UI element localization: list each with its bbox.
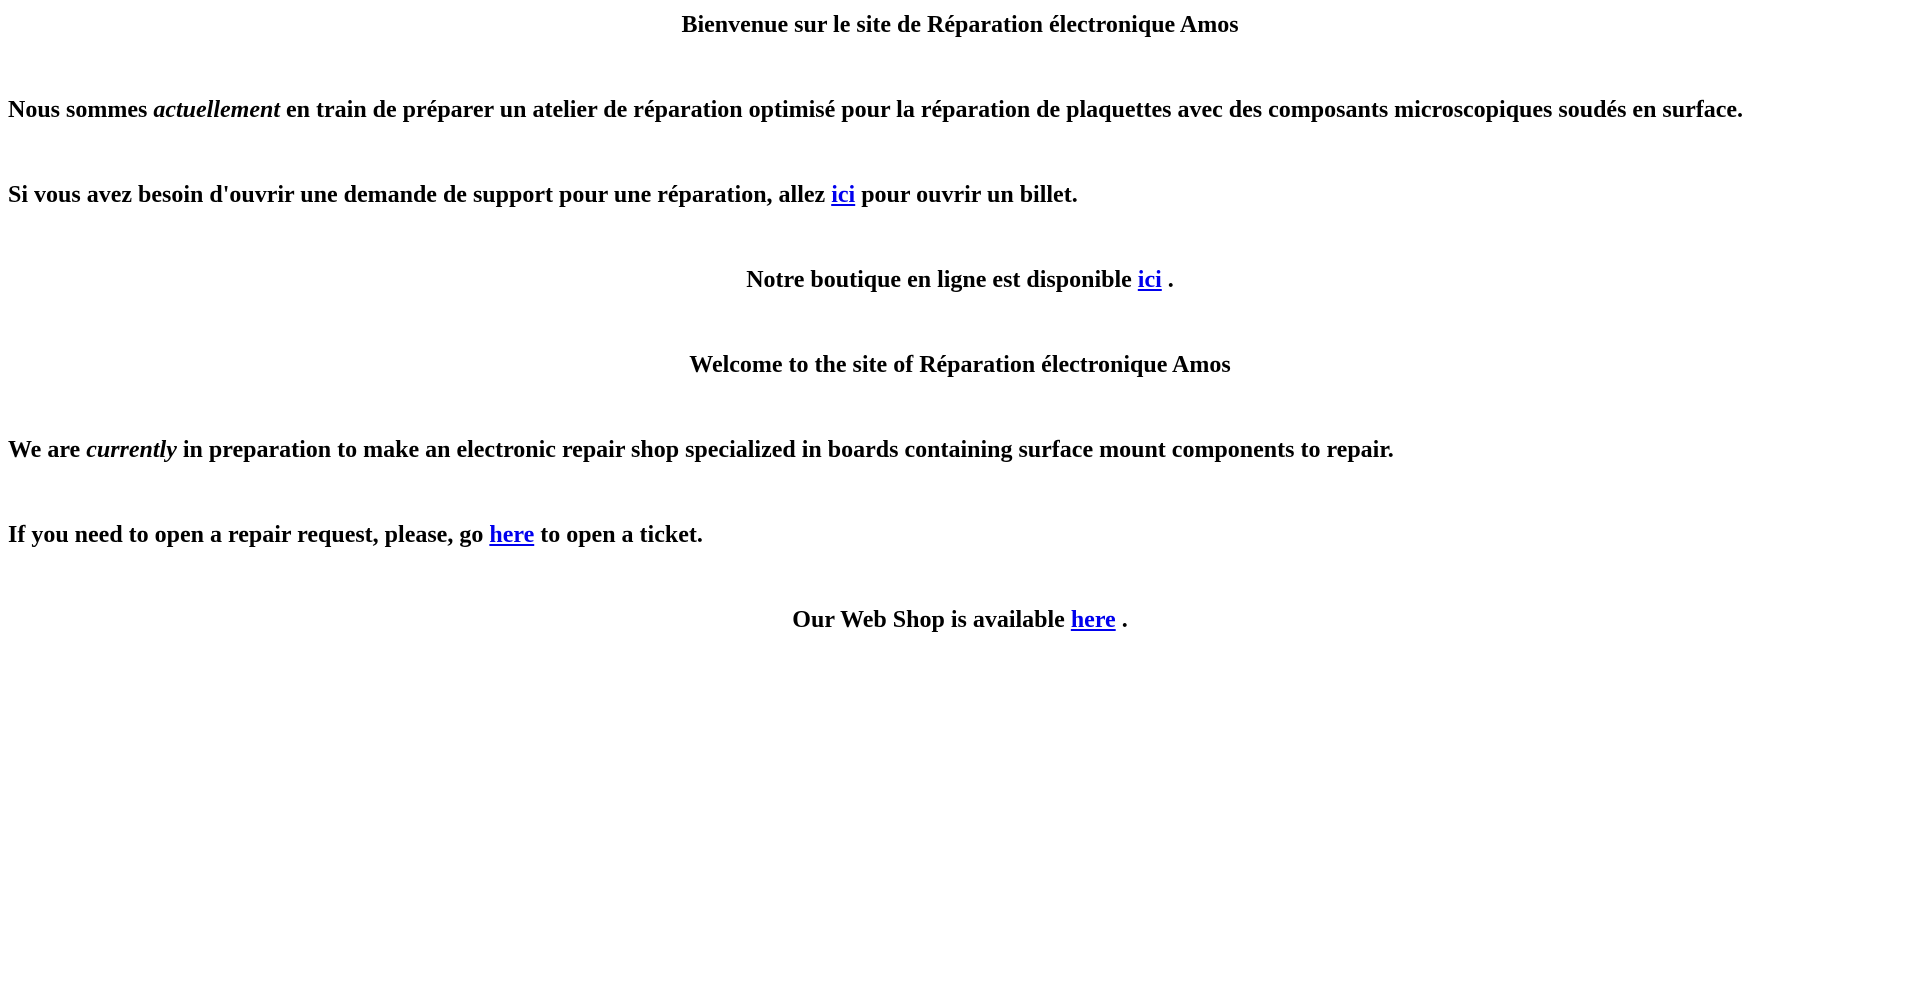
- en-intro-post: in preparation to make an electronic repair shop specialized in boards containing surface mount components to repair.: [176, 437, 1394, 463]
- page-content: [8, 11, 1912, 634]
- en-shop-line: [8, 606, 1912, 634]
- fr-support-line: [8, 181, 1912, 209]
- en-shop-post: .: [1115, 607, 1128, 633]
- fr-intro-italic-word: actuellement: [153, 97, 280, 123]
- en-support-post: to open a ticket.: [534, 522, 703, 548]
- fr-shop-post: .: [1161, 267, 1174, 293]
- en-intro-italic-word: currently: [86, 437, 177, 463]
- en-welcome-heading: Welcome to the site of Réparation électronique Amos: [689, 352, 1231, 378]
- fr-support-pre: Si vous avez besoin d'ouvrir une demande de support pour une réparation, allez: [8, 182, 832, 208]
- fr-intro-pre: Nous sommes: [8, 97, 154, 123]
- en-intro-line: [8, 436, 1912, 464]
- en-intro-pre: We are: [8, 437, 87, 463]
- en-ticket-link[interactable]: here: [489, 522, 535, 548]
- fr-shop-link[interactable]: ici: [1137, 267, 1162, 293]
- en-shop-pre: Our Web Shop is available: [792, 607, 1071, 633]
- fr-welcome-heading: Bienvenue sur le site de Réparation électronique Amos: [681, 12, 1239, 38]
- fr-ticket-link[interactable]: ici: [831, 182, 856, 208]
- fr-shop-pre: Notre boutique en ligne est disponible: [746, 267, 1138, 293]
- en-shop-link[interactable]: here: [1070, 607, 1116, 633]
- fr-intro-post: en train de préparer un atelier de réparation optimisé pour la réparation de plaquettes avec des composants microscopiques soudés en surface.: [280, 97, 1744, 123]
- fr-support-post: pour ouvrir un billet.: [855, 182, 1078, 208]
- en-support-line: [8, 521, 1912, 549]
- en-support-pre: If you need to open a repair request, please, go: [8, 522, 490, 548]
- fr-intro-line: [8, 96, 1912, 124]
- fr-shop-line: [8, 266, 1912, 294]
